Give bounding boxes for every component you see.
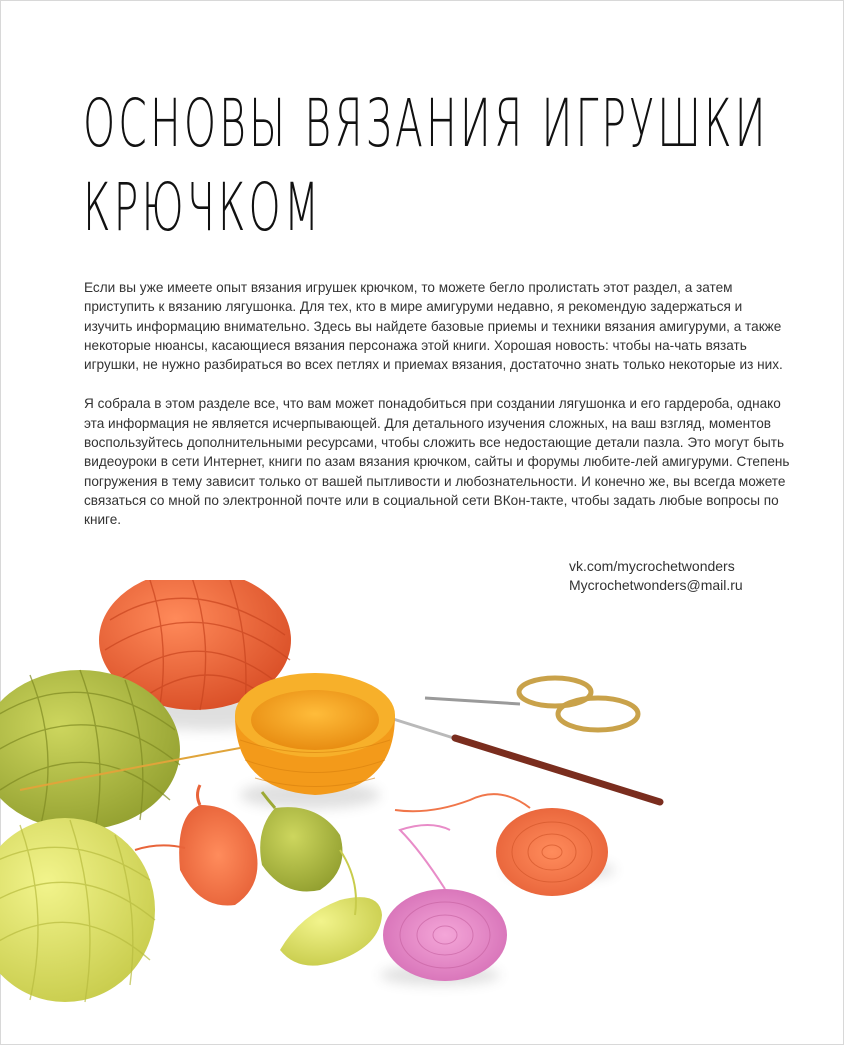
page-title-line-2: КРЮЧКОМ (83, 169, 323, 246)
email-link[interactable]: Mycrochetwonders@mail.ru (569, 577, 743, 593)
paragraph-1: Если вы уже имеете опыт вязания игрушек крючком, то можете бегло пролистать этот раздел, а затем приступить к вязанию лягушонка. Для тех, кто в мире амигуруми недавно, я рекомендую задержаться и изучить информацию внимательно. Здесь вы найдете базовые приемы и техники вязания амигуруми, а также некоторые нюансы, касающиеся вязания персонажа этой книги. Хорошая новость: чтобы на-чать вязать игрушки, не нужно разбираться во всех петлях и приемах вязания, достаточно знать только некоторые из них. (84, 280, 783, 373)
crochet-hook (390, 718, 660, 802)
orange-berry (179, 785, 257, 906)
coral-circle (395, 794, 608, 896)
scissors (425, 678, 638, 730)
pink-circle (383, 825, 507, 981)
vk-link[interactable]: vk.com/mycrochetwonders (569, 558, 735, 574)
body-text (84, 278, 790, 550)
crochet-bowl (235, 673, 395, 795)
pale-yellow-yarn-ball (0, 818, 155, 1002)
crochet-photo (0, 580, 846, 1047)
page-title (83, 82, 769, 250)
pale-leaf (280, 897, 382, 965)
page-title-line-1: ОСНОВЫ ВЯЗАНИЯ ИГРУШКИ (83, 85, 769, 162)
paragraph-2: Я собрала в этом разделе все, что вам может понадобиться при создании лягушонка и его гардероба, однако эта информация не является исчерпывающей. Для детального изучения сложных, на ваш взгляд, моментов воспользуйтесь дополнительными ресурсами, чтобы сложить все недостающие детали пазла. Это могут быть видеоуроки в сети Интернет, книги по азам вязания крючком, сайты и форумы любите-лей амигуруми. Степень погружения в тему зависит только от вашей пытливости и любознательности. И конечно же, вы всегда можете связаться со мной по электронной почте или в социальной сети ВКон-такте, чтобы задать любые вопросы по книге. (84, 396, 790, 528)
